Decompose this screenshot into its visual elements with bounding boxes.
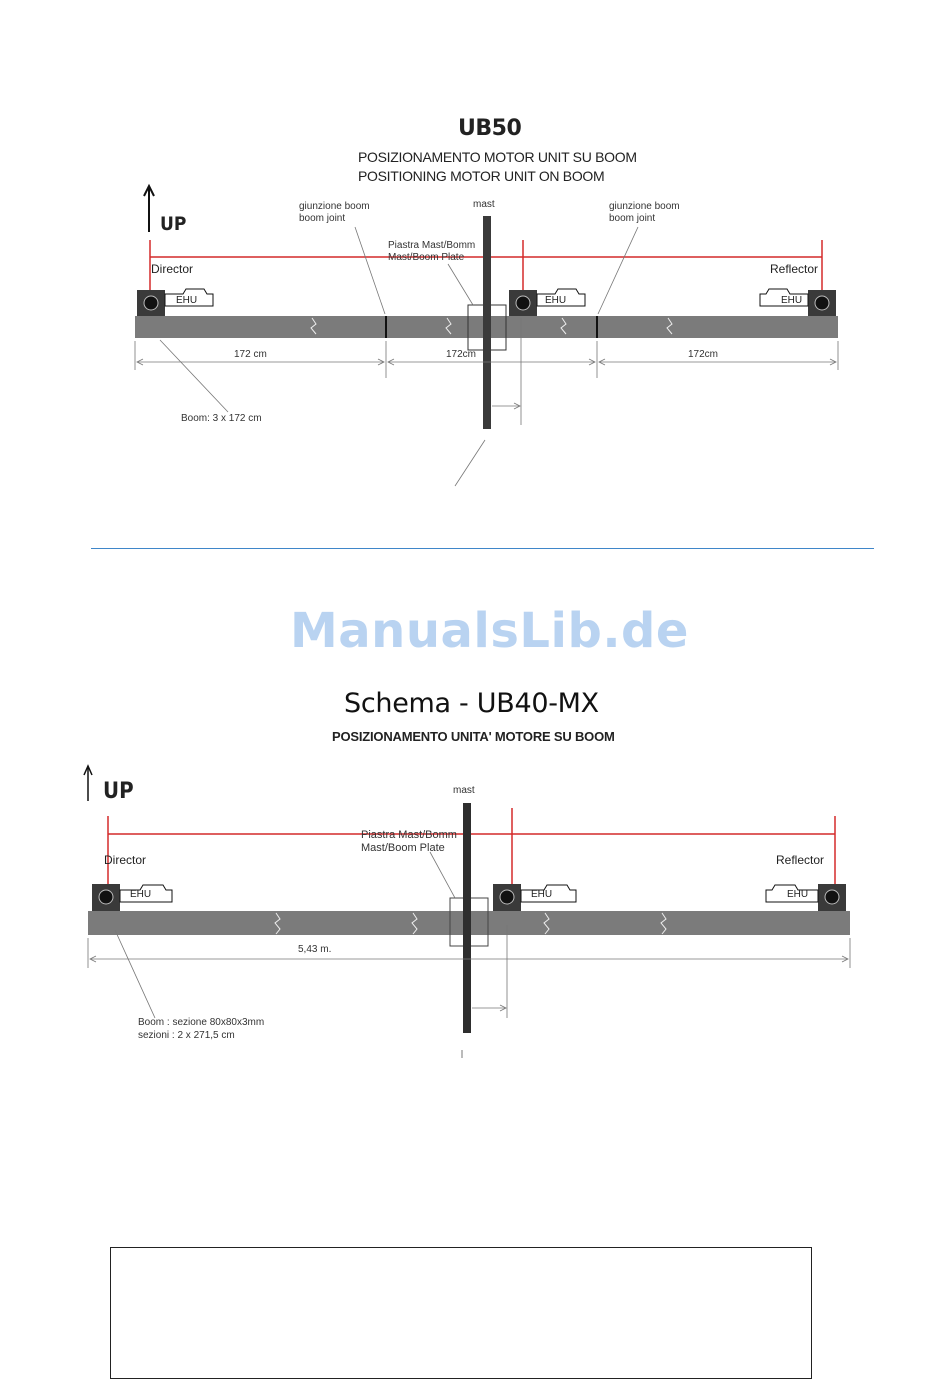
ub50-joint-label-en-right: boom joint	[609, 213, 656, 224]
ub40-mast	[463, 803, 471, 1033]
ub50-mast-label: mast	[473, 199, 495, 210]
ub40-boom-note-2: sezioni : 2 x 271,5 cm	[138, 1030, 235, 1041]
ehu-label: EHU	[130, 889, 152, 900]
ub50-subtitle-it: POSIZIONAMENTO MOTOR UNIT SU BOOM	[358, 149, 637, 165]
ub40-mast-label: mast	[453, 785, 475, 796]
ub50-dim-3: 172cm	[688, 349, 719, 360]
ub50-joint-label-it-right: giunzione boom	[609, 201, 680, 212]
ub50-dim-2: 172cm	[446, 349, 477, 360]
ub50-boom-note: Boom: 3 x 172 cm	[181, 413, 262, 424]
ub50-subtitle-en: POSITIONING MOTOR UNIT ON BOOM	[358, 168, 605, 184]
ub50-joint-label-it: giunzione boom	[299, 201, 370, 212]
watermark: ManualsLib.de	[290, 603, 689, 659]
ub40-director-label: Director	[104, 853, 147, 867]
ub50-joint-label-en: boom joint	[299, 213, 346, 224]
ub50-director-label: Director	[151, 262, 194, 276]
ehu-label: EHU	[787, 889, 809, 900]
ehu-label: EHU	[781, 295, 803, 306]
bottom-frame	[110, 1247, 812, 1379]
ub40-dim-total: 5,43 m.	[298, 944, 332, 955]
ub40-reflector-label: Reflector	[776, 853, 825, 867]
ub40-subtitle: POSIZIONAMENTO UNITA' MOTORE SU BOOM	[332, 729, 615, 744]
ehu-label: EHU	[176, 295, 198, 306]
ub50-reflector-label: Reflector	[770, 262, 819, 276]
ehu-label: EHU	[531, 889, 553, 900]
ub40-boom-note-1: Boom : sezione 80x80x3mm	[138, 1017, 265, 1028]
ub40-up-label: UP	[103, 779, 134, 804]
ub40-plate-label-en: Mast/Boom Plate	[361, 842, 445, 854]
ub40-plate-label-it: Piastra Mast/Bomm	[361, 829, 457, 841]
ub50-plate-label-it: Piastra Mast/Bomm	[388, 240, 476, 251]
ub50-up-label: UP	[160, 213, 187, 235]
ub50-dim-1: 172 cm	[234, 349, 267, 360]
ub50-title: UB50	[458, 116, 522, 141]
ehu-label: EHU	[545, 295, 567, 306]
ub40-title: Schema - UB40-MX	[344, 688, 599, 719]
ub50-plate-label-en: Mast/Boom Plate	[388, 252, 465, 263]
